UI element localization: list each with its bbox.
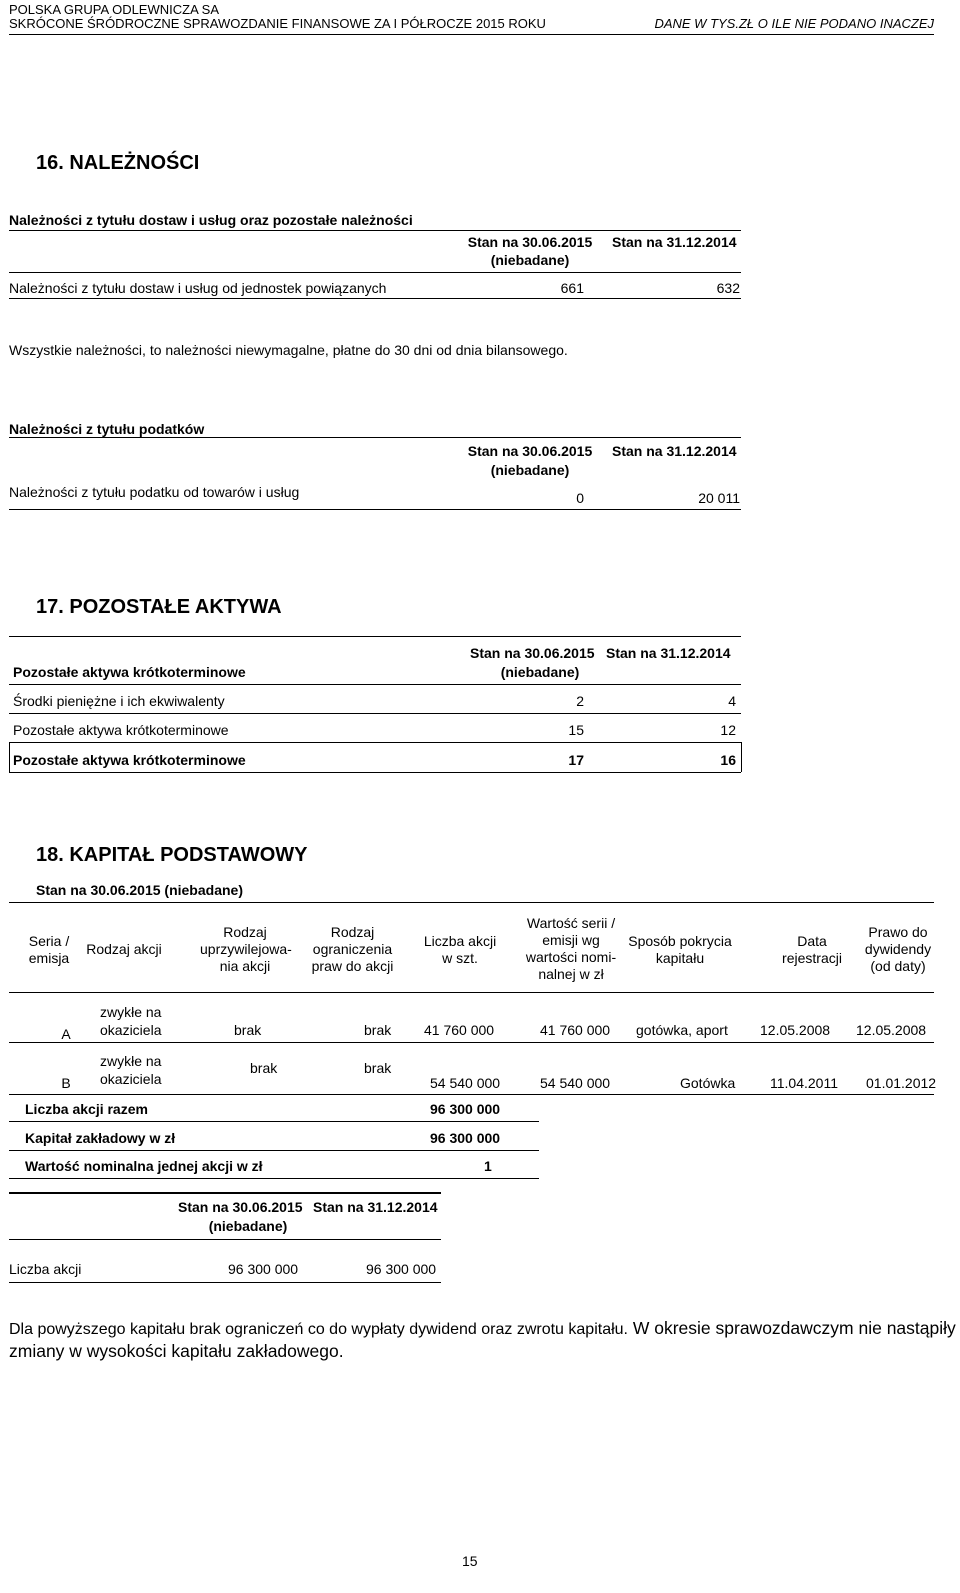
- value-2014: 632: [716, 280, 740, 296]
- col-header-preference: Rodzaj uprzywilejowa-nia akcji: [200, 924, 292, 974]
- row-label: Środki pieniężne i ich ekwiwalenty: [13, 693, 225, 709]
- table-rule: [9, 1121, 539, 1122]
- capital-note-line2: zmiany w wysokości kapitału zakładowego.: [9, 1341, 344, 1361]
- row-label: Liczba akcji: [9, 1261, 82, 1277]
- col-header-2015: Stan na 30.06.2015: [467, 234, 593, 250]
- col-header-unaudited: (niebadane): [490, 252, 570, 268]
- col-header-dividend-right: Prawo do dywidendy (od daty): [864, 924, 932, 974]
- value-2014: 4: [728, 693, 736, 709]
- nominal-value: 54 540 000: [540, 1075, 611, 1091]
- col-header-nominal-value: Wartość serii / emisji wg wartości nomi-nalnej w zł: [525, 915, 617, 982]
- company-name: POLSKA GRUPA ODLEWNICZA SA: [9, 2, 219, 17]
- table-rule: [9, 437, 741, 438]
- section-16-title: 16. NALEŻNOŚCI: [36, 152, 200, 174]
- section-18-subtitle: Stan na 30.06.2015 (niebadane): [36, 882, 243, 898]
- table-rule: [9, 1178, 539, 1179]
- total-2014: 16: [720, 752, 736, 768]
- table-rule: [9, 1239, 441, 1240]
- col-header-2014: Stan na 31.12.2014: [612, 443, 737, 459]
- restriction: brak: [364, 1022, 392, 1038]
- share-count: 54 540 000: [430, 1075, 501, 1091]
- other-assets-caption: Pozostałe aktywa krótkoterminowe: [13, 664, 246, 680]
- value-2014: 12: [720, 722, 736, 738]
- tax-receivables-caption: Należności z tytułu podatków: [9, 421, 205, 437]
- table-rule: [9, 1282, 441, 1283]
- col-header-2015: Stan na 30.06.2015: [467, 443, 593, 459]
- table-rule: [9, 742, 741, 743]
- restriction: brak: [364, 1060, 392, 1076]
- receivables-table-caption: Należności z tytułu dostaw i usług oraz pozostałe należności: [9, 212, 413, 228]
- registration-date: 11.04.2011: [770, 1075, 838, 1091]
- share-type-l2: okaziciela: [100, 1071, 162, 1087]
- dividend-date: 12.05.2008: [856, 1022, 927, 1038]
- summary-label: Liczba akcji razem: [25, 1101, 148, 1117]
- summary-label: Wartość nominalna jednej akcji w zł: [25, 1158, 263, 1174]
- share-count: 41 760 000: [424, 1022, 495, 1038]
- payment-method: Gotówka: [680, 1075, 736, 1091]
- col-header-share-count: Liczba akcji w szt.: [423, 933, 497, 966]
- table-rule: [9, 230, 741, 231]
- share-type-l1: zwykłe na: [100, 1053, 162, 1069]
- value-2015: 96 300 000: [228, 1261, 299, 1277]
- preference: brak: [234, 1022, 262, 1038]
- value-2014: 20 011: [698, 490, 740, 506]
- col-header-registration-date: Data rejestracji: [782, 933, 842, 966]
- table-rule: [9, 1042, 934, 1043]
- receivables-note: Wszystkie należności, to należności niewymagalne, płatne do 30 dni od dnia bilansowego.: [9, 342, 568, 358]
- value-2015: 661: [560, 280, 584, 296]
- table-rule: [9, 509, 741, 510]
- page-number: 15: [462, 1553, 478, 1569]
- share-type-l1: zwykłe na: [100, 1004, 162, 1020]
- summary-value: 1: [484, 1158, 492, 1174]
- table-border: [9, 742, 10, 772]
- col-header-share-type: Rodzaj akcji: [86, 941, 162, 957]
- col-header-2015: Stan na 30.06.2015: [470, 645, 595, 661]
- series-a: A: [61, 1026, 71, 1042]
- value-2014: 96 300 000: [366, 1261, 437, 1277]
- summary-label: Kapitał zakładowy w zł: [25, 1130, 176, 1146]
- value-2015: 2: [576, 693, 584, 709]
- col-header-unaudited: (niebadane): [208, 1218, 288, 1234]
- col-header-series: Seria / emisja: [28, 933, 70, 966]
- total-2015: 17: [568, 752, 584, 768]
- row-label: Należności z tytułu dostaw i usług od jednostek powiązanych: [9, 280, 387, 296]
- table-rule: [9, 713, 741, 714]
- table-rule: [9, 684, 741, 685]
- summary-value: 96 300 000: [430, 1101, 501, 1117]
- share-type-l2: okaziciela: [100, 1022, 162, 1038]
- col-header-2014: Stan na 31.12.2014: [313, 1199, 438, 1215]
- table-rule: [9, 298, 741, 299]
- row-label: Należności z tytułu podatku od towarów i usług: [9, 484, 300, 500]
- table-rule: [9, 636, 741, 637]
- col-header-restrictions: Rodzaj ograniczenia praw do akcji: [311, 924, 394, 974]
- units-note: DANE W TYS.ZŁ O ILE NIE PODANO INACZEJ: [654, 16, 934, 31]
- col-header-2014: Stan na 31.12.2014: [606, 645, 731, 661]
- registration-date: 12.05.2008: [760, 1022, 831, 1038]
- preference: brak: [250, 1060, 278, 1076]
- table-rule: [9, 1150, 539, 1151]
- report-title: SKRÓCONE ŚRÓDROCZNE SPRAWOZDANIE FINANSOWE ZA I PÓŁROCZE 2015 ROKU: [9, 16, 546, 31]
- table-rule: [9, 902, 934, 903]
- dividend-date: 01.01.2012: [866, 1075, 937, 1091]
- col-header-payment-method: Sposób pokrycia kapitału: [628, 933, 732, 966]
- table-border: [741, 742, 742, 772]
- table-rule: [9, 272, 741, 273]
- col-header-2015: Stan na 30.06.2015: [178, 1199, 303, 1215]
- header-rule: [9, 34, 934, 35]
- section-17-title: 17. POZOSTAŁE AKTYWA: [36, 596, 282, 618]
- capital-note-line1: Dla powyższego kapitału brak ograniczeń co do wypłaty dywidend oraz zwrotu kapitału. W okresie sprawozdawczym nie nastąpiły: [9, 1318, 956, 1338]
- table-rule: [9, 1192, 441, 1194]
- col-header-2014: Stan na 31.12.2014: [612, 234, 737, 250]
- total-label: Pozostałe aktywa krótkoterminowe: [13, 752, 246, 768]
- nominal-value: 41 760 000: [540, 1022, 611, 1038]
- summary-value: 96 300 000: [430, 1130, 501, 1146]
- table-rule: [9, 1094, 934, 1095]
- table-rule: [9, 772, 741, 773]
- payment-method: gotówka, aport: [636, 1022, 728, 1038]
- value-2015: 0: [576, 490, 584, 506]
- row-label: Pozostałe aktywa krótkoterminowe: [13, 722, 229, 738]
- col-header-unaudited: (niebadane): [490, 462, 570, 478]
- value-2015: 15: [568, 722, 584, 738]
- col-header-unaudited: (niebadane): [500, 664, 580, 680]
- section-18-title: 18. KAPITAŁ PODSTAWOWY: [36, 844, 308, 866]
- series-b: B: [61, 1075, 71, 1091]
- table-rule: [9, 992, 934, 993]
